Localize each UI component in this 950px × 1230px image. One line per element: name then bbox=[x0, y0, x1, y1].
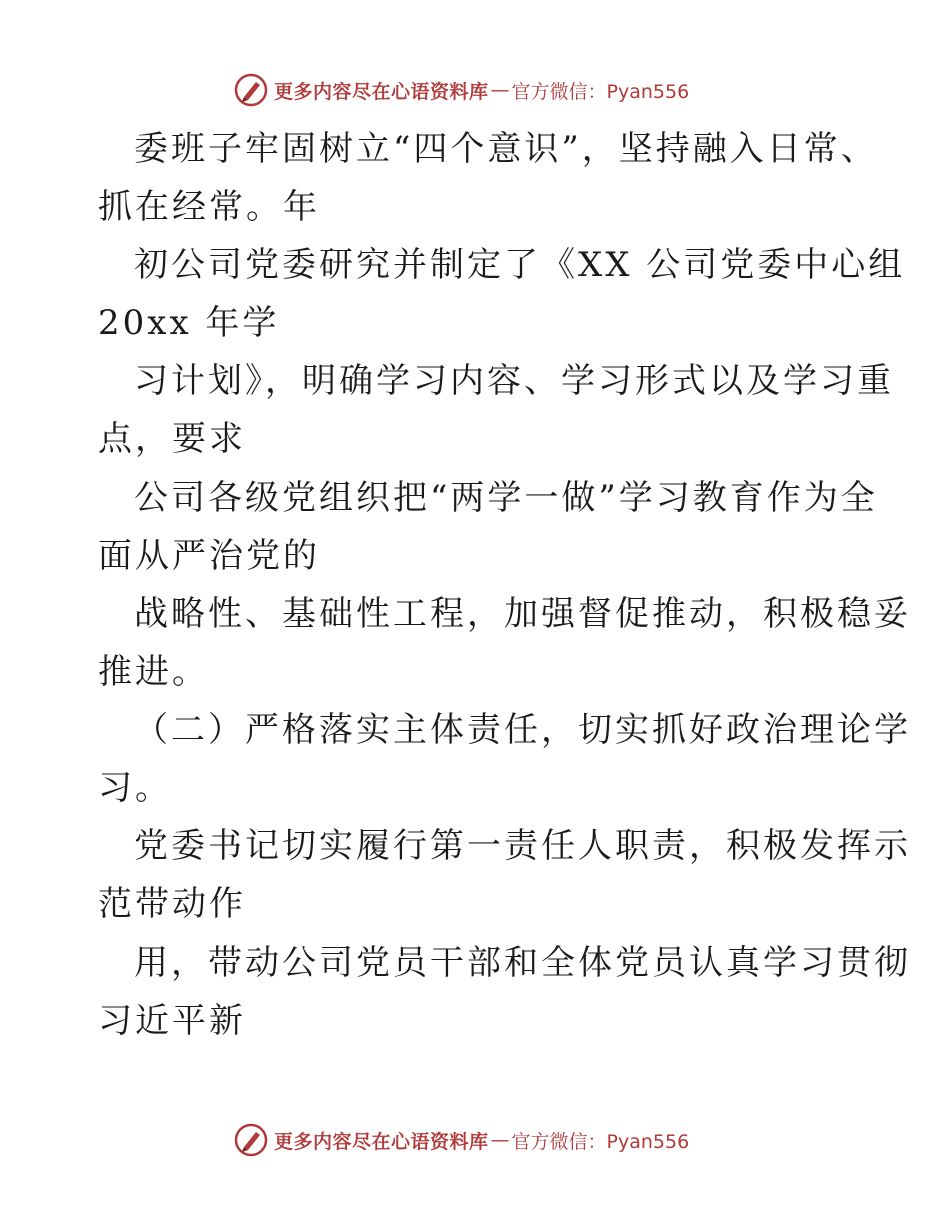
text-line-12: 习。 bbox=[98, 768, 172, 808]
banner-text: 更多内容尽在心语资料库 bbox=[274, 1130, 489, 1153]
text-line-11: （二）严格落实主体责任，切实抓好政治理论学 bbox=[134, 710, 911, 750]
banner-separator: — bbox=[490, 79, 510, 101]
text-line-1: 委班子牢固树立“四个意识”，坚持融入日常、 bbox=[134, 129, 878, 169]
text-line-14: 范带动作 bbox=[98, 884, 246, 924]
banner-wechat: 官方微信：Pyan556 bbox=[511, 1130, 690, 1153]
text-line-15: 用，带动公司党员干部和全体党员认真学习贯彻 bbox=[134, 943, 911, 983]
text-line-3: 初公司党委研究并制定了《XX 公司党委中心组 bbox=[134, 245, 906, 285]
text-line-16: 习近平新 bbox=[98, 1001, 246, 1041]
text-line-9: 战略性、基础性工程，加强督促推动，积极稳妥 bbox=[134, 594, 911, 634]
footer-banner bbox=[234, 1120, 689, 1160]
text-line-7: 公司各级党组织把“两学一做”学习教育作为全 bbox=[134, 478, 878, 518]
header-banner bbox=[234, 70, 689, 110]
pen-logo-icon bbox=[234, 1123, 268, 1157]
text-line-6: 点，要求 bbox=[98, 419, 246, 459]
pen-logo-icon bbox=[234, 73, 268, 107]
text-line-13: 党委书记切实履行第一责任人职责，积极发挥示 bbox=[134, 826, 911, 866]
text-line-8: 面从严治党的 bbox=[98, 536, 320, 576]
text-line-4: 20xx 年学 bbox=[98, 303, 280, 343]
banner-wechat: 官方微信：Pyan556 bbox=[511, 80, 690, 103]
banner-separator: — bbox=[490, 1129, 510, 1151]
text-line-10: 推进。 bbox=[98, 652, 209, 692]
banner-text: 更多内容尽在心语资料库 bbox=[274, 80, 489, 103]
text-line-5: 习计划》，明确学习内容、学习形式以及学习重 bbox=[134, 361, 894, 401]
text-line-2: 抓在经常。年 bbox=[98, 187, 320, 227]
